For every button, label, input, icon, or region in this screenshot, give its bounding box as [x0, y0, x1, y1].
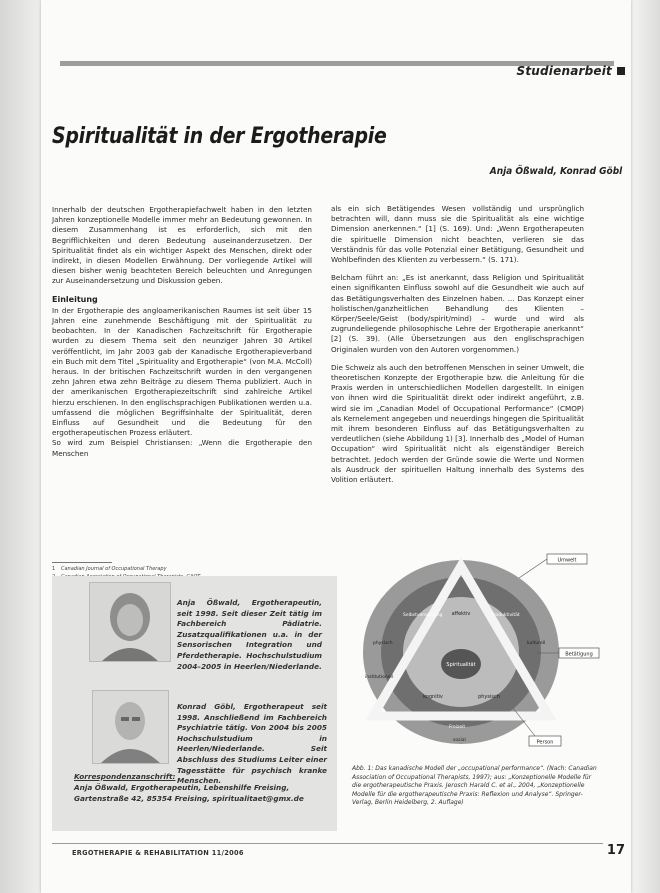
productivity-label: Produktivität [491, 613, 520, 618]
author-bio-konrad: Konrad Göbl, Ergotherapeut seit 1998. Anschließend im Fachbereich Psychiatrie tätig. Von 2004 bis 2005 Hochschulstudium in Heerlen/Niederlande. Seit Abschluss des Studiums Leiter einer Tagesstätte für psychisch kranke Menschen. [177, 702, 327, 786]
section-label-text: Studienarbeit [516, 64, 612, 78]
cmop-diagram [351, 548, 603, 754]
physical-label: physisch [478, 694, 500, 700]
footnote-number: 1 [52, 566, 56, 572]
legend-person-label: Person [536, 739, 554, 746]
body-paragraph-end: So wird zum Beispiel Christiansen: „Wenn die Ergotherapie den Menschen [52, 438, 312, 458]
article-title: Spiritualität in der Ergotherapie [52, 124, 387, 149]
footnote-text: Canadian Journal of Occupational Therapy [61, 566, 167, 572]
author-photo-anja [89, 582, 171, 662]
legend-occupation-label: Betätigung [565, 651, 593, 658]
journal-name: ERGOTHERAPIE & REHABILITATION 11/2006 [72, 849, 244, 857]
section-label [516, 64, 625, 78]
figure-caption: Abb. 1: Das kanadische Modell der „occupational performance“. (Nach: Canadian Association of Occupational Therapists, 1997); aus: „Konzeptionelle Modelle für die ergotherapeutische Praxis. Jerosch Harald C. et al., 2004, „Konzeptionelle Modelle für die ergotherapeutische Praxis: Reflexion und Analyse“. Springer-Verlag, Berlin Heidelberg, 2. Auflage) [352, 765, 597, 807]
page-left-shadow [0, 0, 41, 893]
author-photo-konrad [92, 690, 169, 764]
legend-environment-label: Umwelt [557, 557, 577, 564]
page-right-shadow [631, 0, 660, 893]
column-left [52, 205, 312, 467]
intro-paragraph: Innerhalb der deutschen Ergotherapiefachwelt haben in den letzten Jahren konzeptionelle Modelle immer mehr an Bedeutung gewonnen. In diesem Zusammenhang ist es erforderlich, sich mit den Begrifflichkeiten und deren Bedeutung auseinanderzusetzen. Der Spiritualität findet als ein wichtiger Aspekt des Menschen, direkt oder indirekt, in diesen Modellen Erwähnung. Der vorliegende Artikel will diesen bisher wenig beachteten Bereich beleuchten und Anregungen zur Auseinandersetzung und Diskussion geben. [52, 205, 312, 286]
author-bio-anja: Anja Ößwald, Ergotherapeutin, seit 1998. Seit dieser Zeit tätig im Fachbereich Pädiatrie. Zusatzqualifikationen u.a. in der Sensorischen Integration und Pferdetherapie. Hochschulstudium 2004–2005 in Heerlen/Niederlande. [177, 598, 322, 671]
section-heading: Einleitung [52, 294, 98, 304]
footnote-item [52, 566, 312, 574]
cognitive-label: kognitiv [423, 694, 443, 700]
env-physical-label: physisch [373, 641, 393, 646]
footer-rule [52, 843, 603, 844]
legend-connector [519, 559, 547, 578]
leisure-label: Freizeit [449, 725, 466, 730]
env-institutional-label: institutionell [365, 675, 393, 680]
quote-paragraph: als ein sich Betätigendes Wesen vollständig und ursprünglich betrachten will, dann muss sie die Spiritualität als eine wichtige Dimension anerkennen.“ [1] (S. 169). Und: „Wenn Ergotherapeuten die spirituelle Dimension nicht beachten, verlieren sie das Verständnis für das volle Potenzial einer Betätigung, Gesundheit und Wohlbefinden des Klienten zu verbessern.“ (S. 171). [331, 204, 584, 265]
contact-line: Anja Ößwald, Ergotherapeutin, Lebenshilfe Freising, [74, 782, 290, 792]
contact-heading: Korrespondenzanschrift: [74, 772, 176, 781]
belcham-paragraph: Belcham führt an: „Es ist anerkannt, dass Religion und Spiritualität einen signifikanten Einfluss sowohl auf die Gesundheit wie auch auf das Betätigungsverhalten des Einzelnen haben. ... Das Konzept einer holistischen/ganzheitlichen Behandlung des Klienten – Körper/Seele/Geist (body/spirit/mind) – wurde und wird als zugrundeliegende philosophische Lehre der Ergotherapie anerkannt“ [2] (S. 39). (Alle Übersetzungen aus den englischsprachigen Originalen wurden von den Autoren vorgenommen.) [331, 273, 584, 354]
correspondence-address [74, 772, 329, 804]
square-marker-icon [617, 67, 625, 75]
affective-label: affektiv [451, 611, 471, 617]
authors-line: Anja Ößwald, Konrad Göbl [489, 166, 622, 177]
page-number: 17 [606, 843, 625, 858]
selfcare-label: Selbstversorgung [403, 613, 443, 618]
env-cultural-label: kulturell [527, 641, 546, 646]
body-paragraph: In der Ergotherapie des angloamerikanischen Raumes ist seit über 15 Jahren eine zunehmende Beschäftigung mit der Spiritualität zu beobachten. In der Kanadischen Fachzeitschrift für Ergotherapie wurden zu diesem Thema seit den neunziger Jahren 30 Artikel veröffentlicht, im Jahr 2003 gab der Kanadische Ergotherapieverband ein Buch mit dem Titel „Spirituality and Ergotherapie“ (von M.A. McColl) heraus. In der britischen Fachzeitschrift wurden in den vergangenen zehn Jahren etwa zehn Beiträge zu diesem Thema publiziert. Auch in der amerikanischen Ergotherapiezeitschrift sind zahlreiche Artikel hierzu erschienen. In den englischsprachigen Publikationen werden u.a. umfassend die möglichen Begriffsinhalte der Spiritualität, deren Einfluss auf Gesundheit und die Bedeutung für den ergotherapeutischen Prozess erläutert. [52, 305, 312, 438]
contact-line: Gartenstraße 42, 85354 Freising, spiritualitaet@gmx.de [74, 793, 304, 803]
env-social-label: sozial [453, 738, 466, 743]
footnote-rule [52, 562, 112, 563]
column-right [331, 204, 584, 493]
spirit-label: Spiritualität [446, 662, 476, 668]
models-paragraph: Die Schweiz als auch den betroffenen Menschen in seiner Umwelt, die theoretischen Konzepte der Ergotherapie bzw. die Anleitung für die Praxis werden in unterschiedlichen Modellen dargestellt. In einigen von ihnen wird die Spiritualität direkt oder indirekt angeführt, z.B. wird sie im „Canadian Model of Occupational Performance“ (CMOP) als Kernelement angegeben und neuerdings hingegen die Spiritualität mit ihrem besonderen Einfluss auf das Betätigungsverhalten zu verdeutlichen (siehe Abbildung 1) [3]. Innerhalb des „Model of Human Occupation“ wird Spiritualität nicht als eigenständiger Bereich betrachtet. Jedoch werden der Gründe sowie die Werte und Normen als Ausdruck der spirituellen Haltung innerhalb des Systems des Volition erläutert. [331, 362, 584, 485]
